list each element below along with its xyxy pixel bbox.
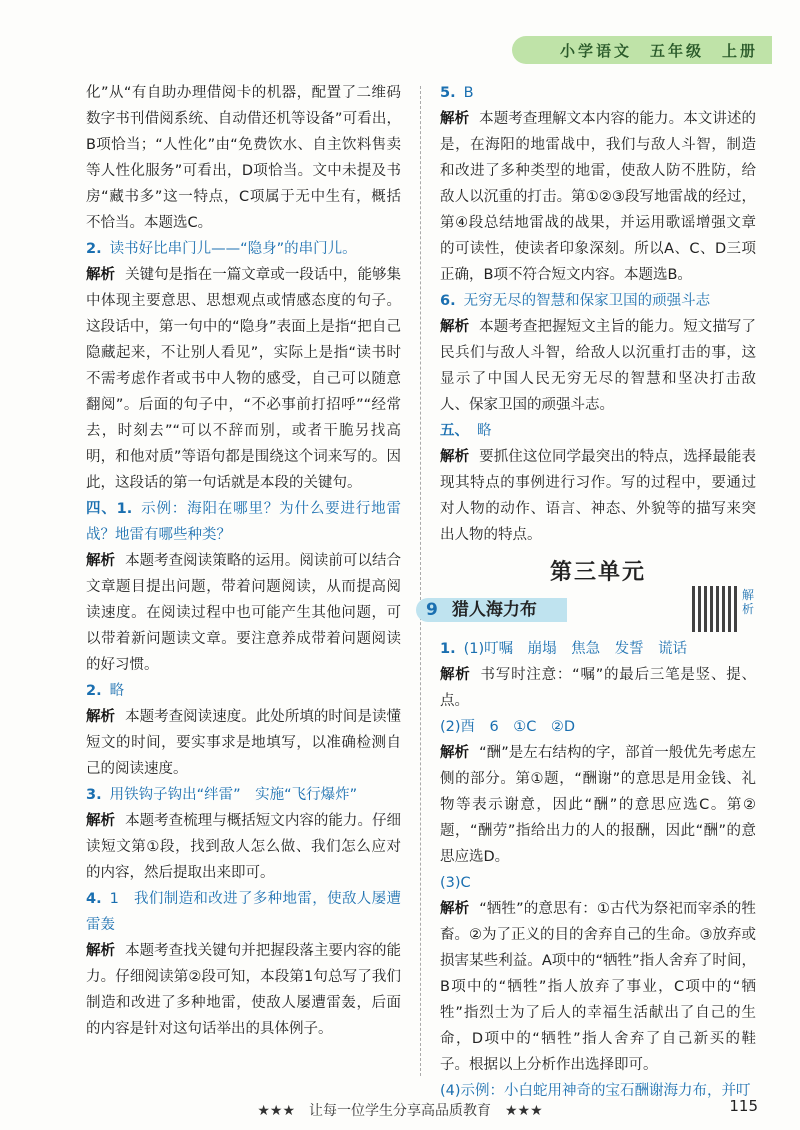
answer-text: (1)叮嘱 崩塌 焦急 发誓 谎话 — [463, 641, 688, 657]
explanation-paragraph — [440, 740, 756, 870]
lesson-tab — [416, 598, 567, 622]
explanation-text: 本题考查理解文本内容的能力。本文讲述的是，在海阳的地雷战中，我们与敌人斗智，制造和改进了多种类型的地雷，使敌人防不胜防，给敌人以沉重的打击。第①②③段写地雷战的经过，第④段总结地雷战的战果，并运用歌谣增强文章的可读性，使读者印象深刻。所以A、C、D三项正确，B项不符合短文内容。本题选B。 — [440, 111, 757, 283]
answer-item — [440, 418, 756, 444]
explanation-label: 解析 — [440, 901, 470, 917]
explanation-paragraph — [440, 896, 756, 1078]
answer-text: 读书好比串门儿——“隐身”的串门儿。 — [109, 241, 357, 257]
explanation-text: 本题考查阅读速度。此处所填的时间是读懂短文的时间，要实事求是地填写，以准确检测自己的阅读速度。 — [86, 709, 402, 777]
explanation-paragraph — [440, 662, 756, 714]
page-number: 115 — [729, 1097, 758, 1115]
explanation-text: 本题考查梳理与概括短文内容的能力。仔细读短文第①段，找到敌人怎么做、我们怎么应对的内容，然后提取出来即可。 — [86, 813, 402, 881]
explanation-text: 要抓住这位同学最突出的特点，选择最能表现其特点的事例进行习作。写的过程中，要通过对人物的动作、语言、神态、外貌等的描写来突出人物的特点。 — [440, 449, 757, 543]
explanation-text: 本题考查把握短文主旨的能力。短文描写了民兵们与敌人斗智，给敌人以沉重打击的事，这显示了中国人民无穷无尽的智慧和坚决打击敌人、保家卫国的顽强斗志。 — [440, 319, 757, 413]
item-number: 四、1. — [86, 501, 133, 517]
answer-subitem: (4)示例：小白蛇用神奇的宝石酬谢海力布，并叮 — [440, 1083, 751, 1099]
explanation-label: 解析 — [440, 111, 470, 127]
answer-item — [440, 80, 756, 106]
answer-text: 用铁钩子钩出“绊雷” 实施“飞行爆炸” — [109, 787, 358, 803]
lesson-header — [426, 588, 756, 628]
item-number: 4. — [86, 891, 102, 907]
item-number: 6. — [440, 293, 456, 309]
lesson-title: 猎人海力布 — [451, 600, 537, 620]
answer-subitem: (3)C — [440, 875, 471, 891]
unit-title: 第三单元 — [549, 560, 646, 585]
explanation-label: 解析 — [86, 553, 116, 569]
item-number: 五、 — [440, 423, 469, 439]
footer-slogan: ★★★ 让每一位学生分享高品质教育 ★★★ — [257, 1103, 543, 1119]
explanation-text: 化”从“有自助办理借阅卡的机器，配置了二维码数字书刊借阅系统、自动借还机等设备”可看出，B项恰当；“人性化”由“免费饮水、自主饮料售卖等人性化服务”可看出，D项恰当。文中未提及书房“藏书多”这一特点，C项属于无中生有，概括不恰当。本题选C。 — [86, 85, 401, 231]
item-number: 2. — [86, 241, 102, 257]
explanation-paragraph — [86, 262, 401, 496]
explanation-paragraph — [86, 548, 401, 678]
explanation-text: “牺牲”的意思有：①古代为祭祀而宰杀的牲畜。②为了正义的目的舍弃自己的生命。③放弃或损害某些利益。A项中的“牺牲”指人舍弃了时间，B项中的“牺牲”指人放弃了事业，C项中的“牺牲”指烈士为了后人的幸福生活献出了自己的生命，D项中的“牺牲”指人舍弃了自己新买的鞋子。根据以上分析作出选择即可。 — [440, 901, 757, 1073]
item-number: 1. — [440, 641, 456, 657]
explanation-text: 书写时注意：“嘱”的最后三笔是竖、提、点。 — [440, 667, 756, 709]
right-top-content — [440, 80, 756, 548]
explanation-text: “酬”是左右结构的字，部首一般优先考虑左侧的部分。第①题，“酬谢”的意思是用金钱、礼物等表示谢意，因此“酬”的意思应选C。第②题，“酬劳”指给出力的人的报酬，因此“酬”的意思应选D。 — [440, 745, 756, 865]
answer-text: 略 — [477, 423, 492, 439]
answer-item — [440, 288, 756, 314]
explanation-paragraph — [440, 314, 756, 418]
lesson-number: 9 — [426, 600, 438, 620]
answer-item — [86, 886, 401, 938]
answer-text: 略 — [109, 683, 125, 699]
explanation-paragraph — [86, 704, 401, 782]
explanation-paragraph — [86, 938, 401, 1042]
explanation-paragraph — [86, 808, 401, 886]
explanation-label: 解析 — [86, 267, 116, 283]
page-header — [472, 36, 772, 66]
explanation-paragraph — [440, 106, 756, 288]
answer-text: 无穷无尽的智慧和保家卫国的顽强斗志 — [463, 293, 711, 309]
explanation-text: 本题考查找关键句并把握段落主要内容的能力。仔细阅读第②段可知，本段第1句总写了我们制造和改进了多种地雷，使敌人屡遭雷轰，后面的内容是针对这句话举出的具体例子。 — [86, 943, 402, 1037]
answer-text: B — [463, 85, 474, 101]
item-number: 2. — [86, 683, 102, 699]
item-number: 5. — [440, 85, 456, 101]
column-divider — [420, 86, 421, 1076]
explanation-label: 解析 — [440, 667, 471, 683]
answer-item — [86, 678, 401, 704]
explanation-label: 解析 — [86, 813, 116, 829]
answer-subitem: (2)酉 6 ①C ②D — [440, 719, 576, 735]
right-bottom-content — [440, 636, 756, 1104]
header-title: 小学语文 五年级 上册 — [559, 42, 758, 60]
answer-item — [86, 236, 401, 262]
explanation-label: 解析 — [440, 449, 470, 465]
left-column — [86, 80, 401, 1042]
explanation-text: 本题考查阅读策略的运用。阅读前可以结合文章题目提出问题，带着问题阅读，从而提高阅读速度。在阅读过程中也可能产生其他问题，可以带着新问题读文章。要注意养成带着问题阅读的好习惯。 — [86, 553, 402, 673]
explanation-label: 解析 — [440, 745, 470, 761]
explanation-paragraph — [86, 80, 401, 236]
answer-item — [86, 782, 401, 808]
explanation-label: 解析 — [440, 319, 470, 335]
answer-item — [86, 496, 401, 548]
answer-text: 示例：海阳在哪里？为什么要进行地雷战？地雷有哪些种类？ — [86, 501, 401, 543]
item-number: 3. — [86, 787, 102, 803]
answer-item — [440, 636, 756, 662]
answer-text: 1 我们制造和改进了多种地雷，使敌人屡遭雷轰 — [86, 891, 401, 933]
explanation-paragraph — [440, 444, 756, 548]
explanation-label: 解析 — [86, 943, 116, 959]
right-column — [426, 80, 757, 1104]
explanation-label: 解析 — [86, 709, 116, 725]
qr-code-icon[interactable] — [692, 586, 738, 632]
explanation-text: 关键句是指在一篇文章或一段话中，能够集中体现主要意思、思想观点或情感态度的句子。这段话中，第一句中的“隐身”表面上是指“把自己隐藏起来，不让别人看见”，实际上是指“读书时不需考虑作者或书中人物的感受，自己可以随意翻阅”。后面的句子中，“不必事前打招呼”“经常去，时刻去”“可以不辞而别，或者干脆另找高明，和他对质”等语句都是围绕这个词来写的。因此，这段话的第一句话就是本段的关键句。 — [86, 267, 402, 491]
qr-label: 解析 — [742, 588, 755, 616]
